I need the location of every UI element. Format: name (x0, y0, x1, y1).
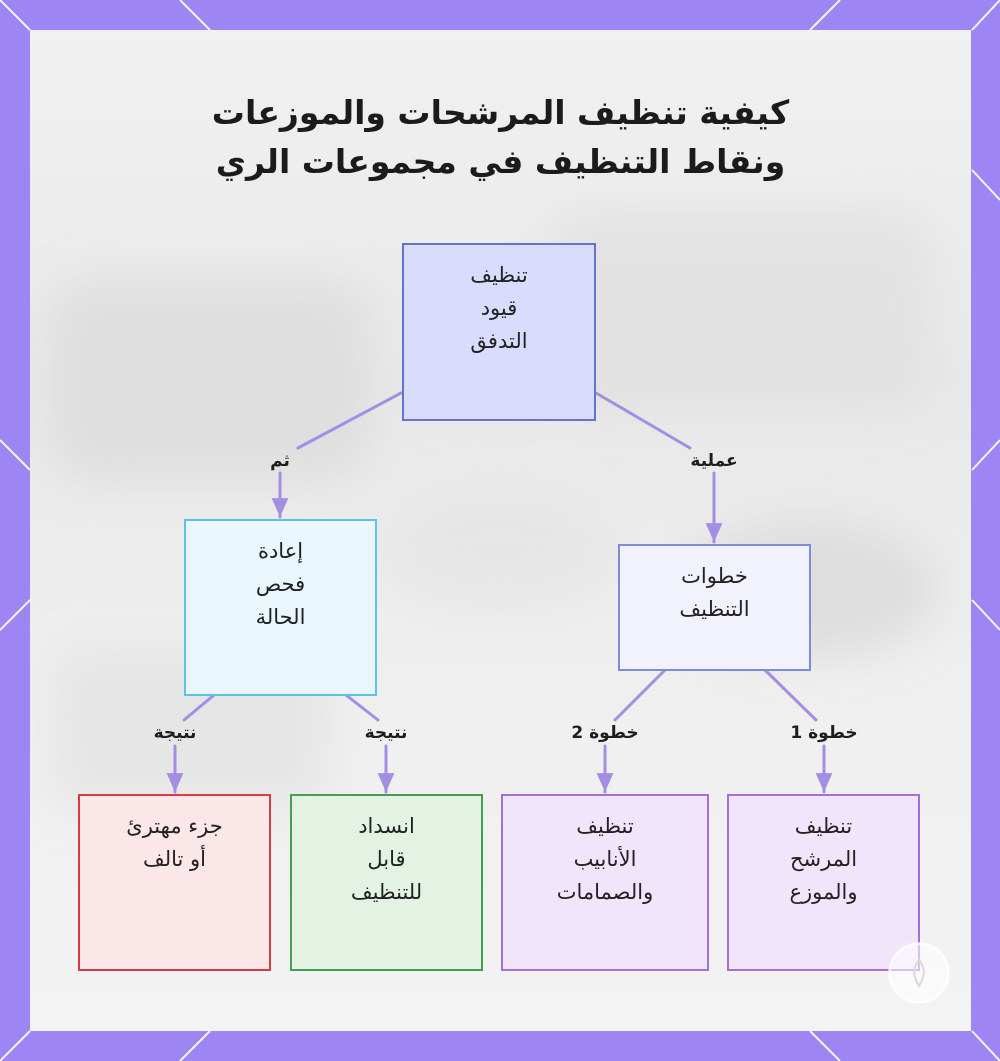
node-clog-line-3: للتنظيف (350, 880, 423, 904)
diagram-panel (30, 30, 971, 1031)
node-damaged-line-1: جزء مهترئ (126, 814, 223, 838)
node-damaged-line-2: أو تالف (142, 847, 207, 871)
title-line-2: ونقاط التنظيف في مجموعات الري (215, 142, 786, 181)
node-pipes-line-2: الأنابيب (573, 847, 637, 871)
edge-recheck-to-result-right-label (346, 695, 378, 720)
edge-steps-to-step1-label (765, 670, 816, 720)
title-line-1: كيفية تنظيف المرشحات والموزعات (211, 93, 790, 132)
node-steps-line-1: خطوات (681, 564, 748, 588)
node-steps-line-2: التنظيف (679, 597, 750, 621)
edge-label-step-2: خطوة 2 (571, 723, 639, 743)
edge-label-result-right: نتيجة (364, 723, 408, 743)
edge-steps-to-step2-label (615, 670, 665, 720)
node-clean-pipes-and-valves (501, 794, 709, 971)
node-root-line-3: التدفق (470, 329, 528, 353)
node-filter-line-2: المرشح (789, 847, 858, 871)
node-recheck-condition (184, 519, 377, 696)
node-recheck-line-1: إعادة (257, 539, 304, 563)
node-root-line-2: قيود (480, 296, 518, 320)
node-filter-line-3: والموزع (789, 880, 858, 904)
node-root-line-1: تنظيف (470, 263, 528, 287)
edge-recheck-to-result-left-label (184, 695, 214, 720)
node-clog-line-2: قابل (367, 847, 406, 871)
edge-label-then: ثم (270, 451, 290, 471)
edge-root-to-then-label (298, 393, 401, 448)
node-clean-flow-restrictions (402, 243, 596, 421)
edge-label-step-1: خطوة 1 (790, 723, 858, 743)
edge-label-result-left: نتيجة (153, 723, 197, 743)
node-pipes-line-3: والصمامات (556, 880, 654, 904)
node-worn-or-damaged-part (78, 794, 271, 971)
logo-badge-icon (888, 942, 950, 1004)
edge-root-to-process-label (596, 393, 690, 448)
node-clog-line-1: انسداد (358, 814, 415, 838)
node-cleaning-steps (618, 544, 811, 671)
node-recheck-line-2: فحص (255, 572, 306, 596)
node-filter-line-1: تنظيف (794, 814, 853, 838)
node-pipes-line-1: تنظيف (576, 814, 634, 838)
edge-label-process: عملية (690, 451, 738, 471)
node-cleanable-clog (290, 794, 483, 971)
node-recheck-line-3: الحالة (255, 605, 306, 629)
